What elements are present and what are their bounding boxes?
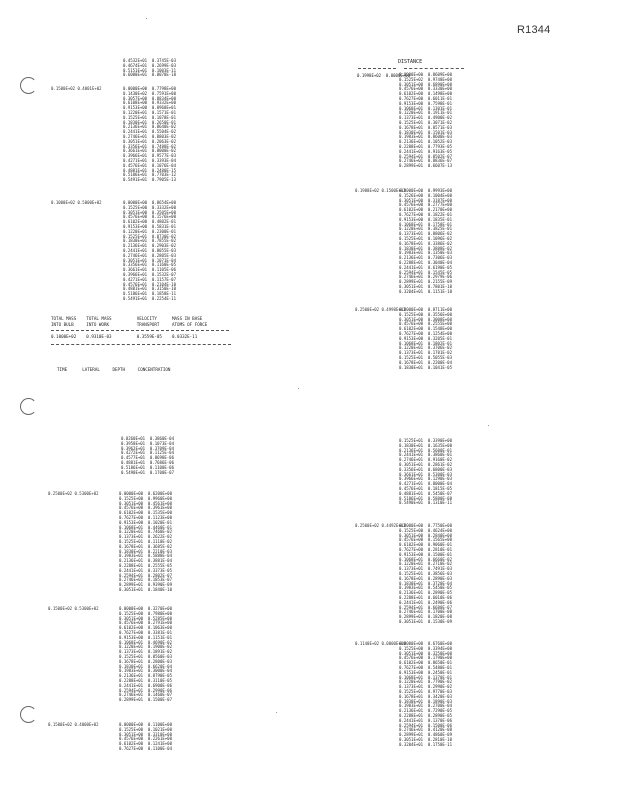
column-footer: TIME LATERAL DEPTH CONCENTRATION: [57, 367, 171, 372]
value-rows: 0.0000E+00 0.9993E+00 0.1526E+00 0.1004E+00 0.3051E+00 0.3187E+00 0.4576E+00 0.2777E+00 0.6102E+00 0.2170E+00 0.7627E+00 0.1822E-01 0.9153E+00 0.1835E-01 0.1068E+01 0.1758E-01 0.1220E+01 0.3825E-01 0.1373E+01 0.8806E-02 0.1525E+01 0.1096E-02 0.1678E+01 0.3386E-02 0.1830E+01 0.3888E-02 0.1983E+01 0.1350E-03 0.2136E+01 0.7306E-03 0.2288E+01 0.3040E-04 0.2441E+01 0.6190E-05 0.2594E+01 0.1545E-05 0.2746E+01 0.2979E-06 0.2899E+01 0.2155E-09 0.3051E+01 0.7801E-10 0.3204E+01 0.1151E-10: [399, 188, 452, 294]
value-rows: 0.0000E+00 0.8654E+00 0.1525E+00 0.3332E+00 0.3051E+00 0.3505E+00 0.4576E+00 0.1576E+00 0.6102E+00 0.4802E-01 0.9153E+00 0.5831E-01 0.1220E+01 0.2300E-01 0.1525E+01 0.8730E-02 0.1830E+01 0.7855E-02 0.2136E+01 0.2903E-02 0.2441E+01 0.8055E-03 0.2746E+01 0.2805E-03 0.3051E+01 0.1071E-04 0.3356E+01 0.1160E-05 0.3661E+01 0.1105E-06 0.3966E+01 0.1532E-07 0.4271E+01 0.1157E-07 0.4576E+01 0.2104E-10 0.4881E+01 0.3150E-10 0.5186E+01 0.1858E-11 0.5491E+01 0.2254E-11: [123, 200, 176, 301]
value-rows: 0.0000E+00 0.6760E+00 0.1525E+00 0.3394E+00 0.3051E+00 0.3250E+00 0.4576E+00 0.1790E+00 0.6102E+00 0.8650E-01 0.7627E+00 0.5480E-01 0.9153E+00 0.2450E-01 0.1068E+01 0.1370E-01 0.1220E+01 0.7790E-02 0.1373E+01 0.2990E-02 0.1525E+01 0.9770E-03 0.1678E+01 0.3420E-03 0.1830E+01 0.1890E-03 0.1983E+01 0.2700E-04 0.2136E+01 0.7290E-05 0.2288E+01 0.2890E-05 0.2441E+01 0.1370E-06 0.2594E+01 0.1500E-06 0.2746E+01 0.4120E-08 0.2899E+01 0.4860E-09 0.3051E+01 0.2810E-10 0.3204E+01 0.1750E-11: [399, 641, 452, 747]
block-lead-values: 0.1500E+02 0.4001E+02: [51, 86, 102, 91]
binder-hole-icon: [20, 398, 37, 415]
summary-rule: [51, 344, 231, 345]
right-header-lead: 0.1998E+02 0.0000E+00: [357, 73, 410, 78]
value-rows: 0.0000E+00 0.6200E+00 0.1525E+00 0.9960E+00 0.3051E+00 0.4561E+00 0.4576E+00 0.3961E+00 0.6102E+00 0.1535E+00 0.7627E+00 0.1123E+00 0.9153E+00 0.1020E-01 0.1068E+01 0.4460E-01 0.1220E+01 0.7460E-02 0.1373E+01 0.2622E-02 0.1525E+01 0.1110E-02 0.1678E+01 0.3685E-02 0.1830E+01 0.2210E-03 0.1983E+01 0.5888E-04 0.2136E+01 0.3881E-04 0.2288E+01 0.2555E-05 0.2441E+01 0.3373E-05 0.2594E+01 0.2802E-07 0.2746E+01 0.1853E-07 0.2899E+01 0.9390E-09 0.3051E+01 0.1840E-10: [119, 491, 172, 592]
scan-speck: [298, 388, 299, 389]
block-lead-values: 0.2500E+02 0.4998E+02: [355, 307, 406, 312]
block-lead-values: 0.1500E+02 0.4000E+02: [48, 722, 99, 727]
block-lead-values: 0.1000E+02 0.5000E+02: [51, 200, 102, 205]
block-lead-values: 0.1988E+02 0.1500E+02: [355, 188, 406, 193]
scan-speck: [276, 712, 277, 713]
page-number: R1344: [517, 24, 551, 36]
summary-labels-line1: TOTAL MASS TOTAL MASS VELOCITY MASS IN BASE: [51, 316, 203, 321]
block-lead-values: 0.1140E+02 0.0000E+00: [355, 641, 406, 646]
value-rows: 0.0000E+00 0.3270E+00 0.1525E+00 0.7980E+00 0.3051E+00 0.5285E+00 0.4576E+00 0.2791E+00 0.6102E+00 0.1063E+00 0.7627E+00 0.3381E-01 0.9153E+00 0.1151E-01 0.1068E+01 0.4690E-02 0.1220E+01 0.1900E-02 0.1373E+01 0.1891E-02 0.1525E+01 0.8560E-03 0.1678E+01 0.2800E-03 0.1830E+01 0.6620E-04 0.1983E+01 0.3000E-04 0.2136E+01 0.8790E-05 0.2288E+01 0.3110E-05 0.2441E+01 0.6900E-06 0.2594E+01 0.2990E-06 0.2746E+01 0.1460E-07 0.2899E+01 0.1500E-07: [119, 606, 172, 703]
value-rows: 0.0000E+00 0.8609E+00 0.1525E+02 0.9748E+00 0.3051E+00 0.6890E+00 0.4576E+00 0.3330E+00 0.6102E+00 0.1498E+00 0.7627E+00 0.6011E-01 0.9153E+00 0.7598E-01 0.1068E+01 0.1301E-01 0.1220E+01 0.1911E-01 0.1373E+01 0.4900E-02 0.1525E+01 0.3071E-02 0.1678E+01 0.8571E-03 0.1830E+01 0.1501E-03 0.1983E+01 0.8600E-03 0.2136E+01 0.1052E-03 0.2288E+01 0.7793E-05 0.2441E+01 0.9163E-05 0.2594E+01 0.8502E-07 0.2746E+01 0.8836E-07 0.2899E+01 0.6607E-13: [399, 72, 452, 169]
scan-speck: [488, 425, 489, 426]
value-rows: 0.4532E+01 0.3745E-03 0.4674E+01 0.2699E-03 0.5151E+01 0.1003E-11 0.6000E+01 0.0078E-18: [123, 58, 176, 78]
scan-speck: [146, 18, 147, 19]
value-rows: 0.8260E+01 0.3860E-04 0.3958E+01 0.1073E-04 0.3962E+01 0.3709E-04 0.4272E+01 0.1125E-04 0.4577E+01 0.8698E-06 0.4881E+01 0.7686E-06 0.5186E+01 0.1100E-06 0.5490E+01 0.1700E-07: [121, 436, 174, 475]
summary-underline: [51, 330, 229, 331]
value-rows: 0.0000E+00 0.7750E+00 0.1525E+00 0.4624E+00 0.3051E+00 0.2840E+00 0.4576E+00 0.1565E+00 0.6102E+00 0.9060E-01 0.7627E+00 0.2810E-01 0.9153E+00 0.1500E-01 0.1068E+01 0.6660E-02 0.1220E+01 0.2710E-02 0.1373E+01 0.7491E-03 0.1525E+01 0.3856E-03 0.1678E+01 0.2890E-03 0.1830E+01 0.3720E-04 0.1983E+01 0.5450E-05 0.2136E+01 0.2890E-05 0.2288E+01 0.6010E-06 0.2441E+01 0.2490E-06 0.2594E+01 0.6680E-07 0.2746E+01 0.1700E-08 0.2899E+01 0.1820E-08 0.3051E+01 0.1530E-09: [399, 523, 452, 624]
binder-hole-icon: [20, 706, 37, 723]
distance-header: DISTANCE: [398, 59, 423, 65]
summary-values: 0.1000E+02 0.9310E-03 0.3559E-05 0.0332E-11: [51, 334, 198, 339]
header-underline: [404, 68, 464, 69]
value-rows: 0.1525E+01 0.3390E+00 0.1830E+01 0.1635E+00 0.2136E+01 0.5600E-01 0.2441E+01 0.3860E-01 0.2746E+01 0.9160E-02 0.3051E+01 0.2861E-02 0.3356E+01 0.6800E-03 0.3661E+01 0.5300E-03 0.3966E+01 0.1290E-03 0.4271E+01 0.8000E-04 0.4576E+01 0.1815E-05 0.4881E+01 0.5450E-07 0.5186E+01 0.5880E-08 0.5490E+01 0.1310E-11: [399, 438, 452, 506]
block-lead-values: 0.1500E+02 0.5300E+02: [48, 606, 99, 611]
value-rows: 0.0000E+00 0.7798E+00 0.1430E+02 0.7591E+00 0.3057E+00 0.8834E+00 0.6108E+00 0.9332E+00 0.9153E+00 0.8968E+01 0.1220E+01 0.1571E-01 0.1525E+01 0.1078E-01 0.1830E+01 0.2650E-01 0.2136E+01 0.8640E-02 0.2441E+01 0.5504E-02 0.2746E+01 0.8803E-02 0.3051E+01 0.2063E-02 0.3356E+01 0.7488E-02 0.3661E+01 0.8000E-02 0.3966E+01 0.9577E-03 0.4271E+01 0.3393E-04 0.4576E+01 0.1076E-04 0.4881E+01 0.2480E-15 0.5186E+01 0.7703E-12 0.5491E+01 0.7905E-13: [123, 86, 176, 183]
value-rows: 0.0000E+00 0.1100E+00 0.1525E+00 0.1021E+00 0.3051E+00 0.3310E+00 0.4576E+00 0.2261E+00 0.6102E+00 0.1241E+00 0.7627E+00 0.1100E-04: [119, 722, 172, 751]
binder-hole-icon: [20, 77, 37, 94]
header-underline: [358, 68, 396, 69]
block-lead-values: 0.2500E+02 0.4492E+02: [355, 523, 406, 528]
block-lead-values: 0.2500E+02 0.5300E+02: [48, 491, 99, 496]
value-rows: 0.0000E+00 0.8711E+00 0.1525E+00 0.3556E+00 0.3051E+00 0.3008E+00 0.4576E+00 0.2555E+00 0.6102E+00 0.1548E+00 0.7627E+00 0.1254E+00 0.9153E+00 0.3205E-01 0.1068E+01 0.1802E-01 0.1220E+01 0.3706E-02 0.1373E+01 0.1781E-02 0.1525E+01 0.5055E-03 0.1678E+01 0.2200E-04 0.1830E+01 0.1041E-05: [399, 307, 452, 370]
summary-labels-line2: INTO BULB INTO WORK TRANSPORT ATOMS OF FORCE: [51, 322, 208, 327]
